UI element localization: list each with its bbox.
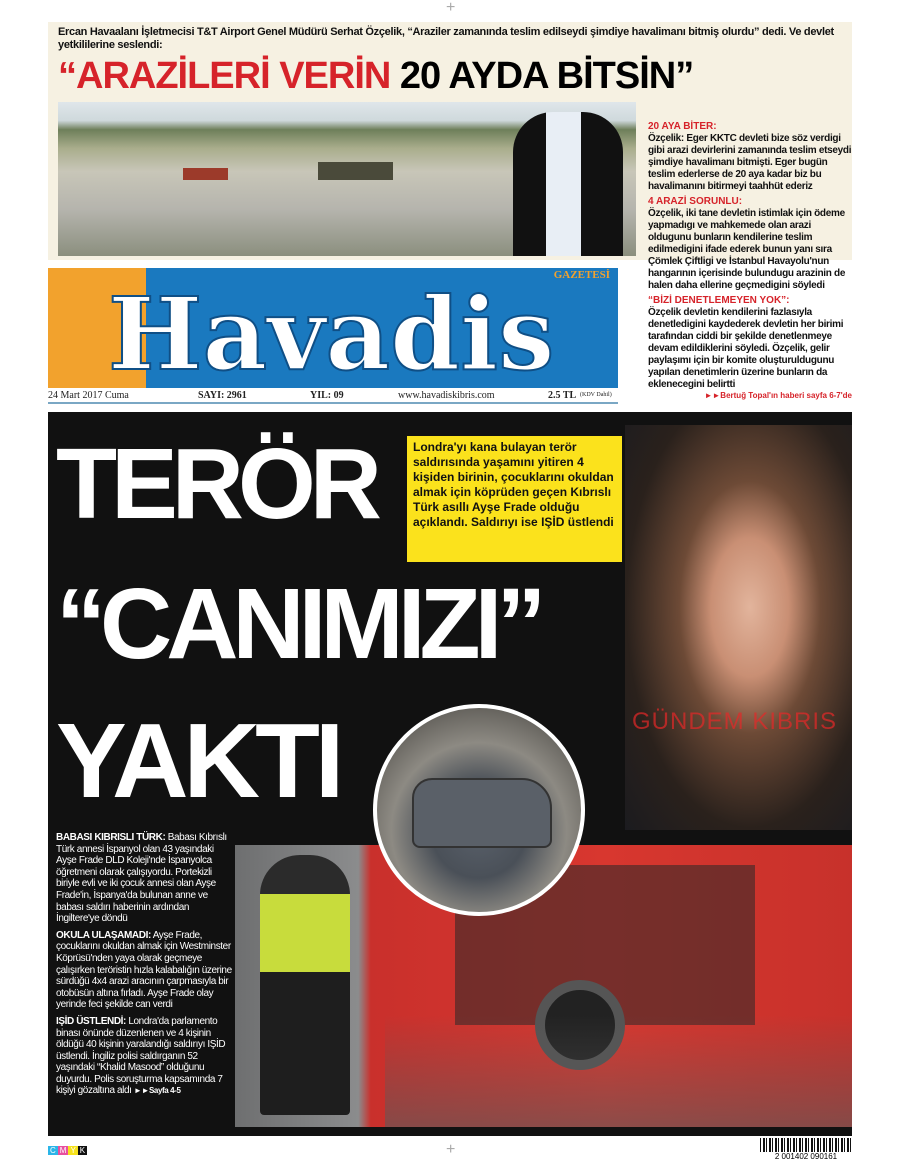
headline-line2: “CANIMIZI” — [56, 568, 541, 680]
date: 24 Mart 2017 Cuma — [48, 390, 129, 401]
car — [412, 778, 552, 848]
headline-line3: YAKTI — [56, 702, 340, 820]
year: YIL: 09 — [310, 390, 344, 401]
police-officer — [260, 855, 350, 1115]
website-link[interactable]: www.havadiskibris.com — [398, 390, 495, 401]
masthead-logo: Havadis GAZETESİ — [48, 268, 618, 388]
issue: SAYI: 2961 — [198, 390, 247, 401]
headline-line1: TERÖR — [56, 428, 376, 540]
victim-photo — [625, 425, 852, 830]
top-headline: “ARAZİLERİ VERİN 20 AYDA BİTSİN” — [58, 55, 694, 97]
car-crash-photo — [373, 704, 585, 916]
price-note: (KDV Dahil) — [580, 392, 612, 398]
top-subtitle: Ercan Havaalanı İşletmecisi T&T Airport Genel Müdürü Serhat Özçelik, “Araziler zamanında teslim edilseydi şimdiye havalimanı bitmiş olurdu” dedi. Ve devlet yetkililerine seslendi: — [58, 26, 834, 51]
machine — [318, 162, 393, 180]
cmyk-marks: C M Y K — [50, 1146, 86, 1155]
story-text: BABASI KIBRISLI TÜRK: Babası Kıbrıslı Türk annesi İspanyol olan 43 yaşındaki Ayşe Frade DLD Koleji'nde İspanyolca öğretmeni olarak çalışıyordu. Portekizli biriyle evli ve iki çocuk annesi olan Ayşe Frade'in, İspanya'da bulunan anne ve babası saldırı haberinin ardından İngiltere'ye döndü OKULA ULAŞAMADI: Ayşe Frade, çocuklarını okuldan almak için Westminster Köprüsü'nden yaya olarak geçmeye çalışırken teröristin hızla kalabalığın üzerine sürdüğü 4x4 arazi aracının çarpmasıyla bir otobüsün altına fırladı. Ayşe Frade olay yerinde feci şekilde can verdi IŞİD ÜSTLENDİ: Londra'da parlamento binası önünde düzenlenen ve 4 kişinin öldüğü 40 kişinin yaralandığı saldırıyı IŞİD üstlendi. İngiliz polisi saldırganın 52 yaşındaki “Khalid Masood” olduğunu duyurdu. Polis soruşturma kapsamında 7 kişiyi gözaltına aldı ►►Sayfa 4-5 — [56, 832, 232, 1097]
barcode — [760, 1138, 852, 1152]
price: 2.5 TL — [548, 390, 577, 401]
airport-photo — [58, 102, 636, 256]
truck — [183, 168, 228, 180]
page-ref[interactable]: ►►Bertuğ Topal'ın haberi sayfa 6-7'de — [704, 391, 852, 400]
barcode-number: 2 001402 090161 — [760, 1152, 852, 1162]
masthead-info — [48, 390, 618, 404]
main-story — [48, 412, 852, 1136]
watermark: GÜNDEM KIBRIS — [632, 708, 838, 735]
side-column: 20 AYA BİTER: Özçelik: Eger KKTC devleti bize söz verdigi gibi arazi devirlerini zamanında teslim etseydi şimdiye havalimanı bitmişti. Eger bugün teslim ederlerse de 20 aya kadar biz bu havalimanını bitirmeyi taahhüt ederiz 4 ARAZİ SORUNLU: Özçelik, iki tane devletin istimlak için ödeme yapmadıgı ve mahkemede olan arazi oldugunu bunların kendilerine teslim edilmedigini ifade ederek bunun yanı sıra Çömlek Çiftligi ve İstanbul Havayolu'nun hangarının içerisinde bulundugu arazinin de halen daha ellerine geçmedigini söyledi “BİZİ DENETLEMEYEN YOK”: Özçelik devletin kendilerini fazlasıyla denetledigini kaydederek devletin her birimi tarafından ciddi bir şekilde denetlenmeye devam edildiklerini söyledi. Özçelik, gelir paylaşımı için bir komite oluşturuldugunu yapılan denetimlerin üzerine bunların da eklenecegini belirtti ►►Bertuğ Topal'ın haberi sayfa 6-7'de — [648, 121, 852, 400]
page-ref[interactable]: ►►Sayfa 4-5 — [133, 1086, 181, 1096]
crop-mark: + — [446, 1141, 456, 1158]
crop-mark: + — [446, 0, 456, 16]
lead-box: Londra'yı kana bulayan terör saldırısında yaşamını yitiren 4 kişiden birinin, çocuklarını okuldan almak için köprüden geçen Kıbrıslı Türk asıllı Ayşe Frade olduğu açıklandı. Saldırıyı ise IŞİD üstlendi — [407, 436, 622, 562]
person-figure — [513, 112, 623, 256]
